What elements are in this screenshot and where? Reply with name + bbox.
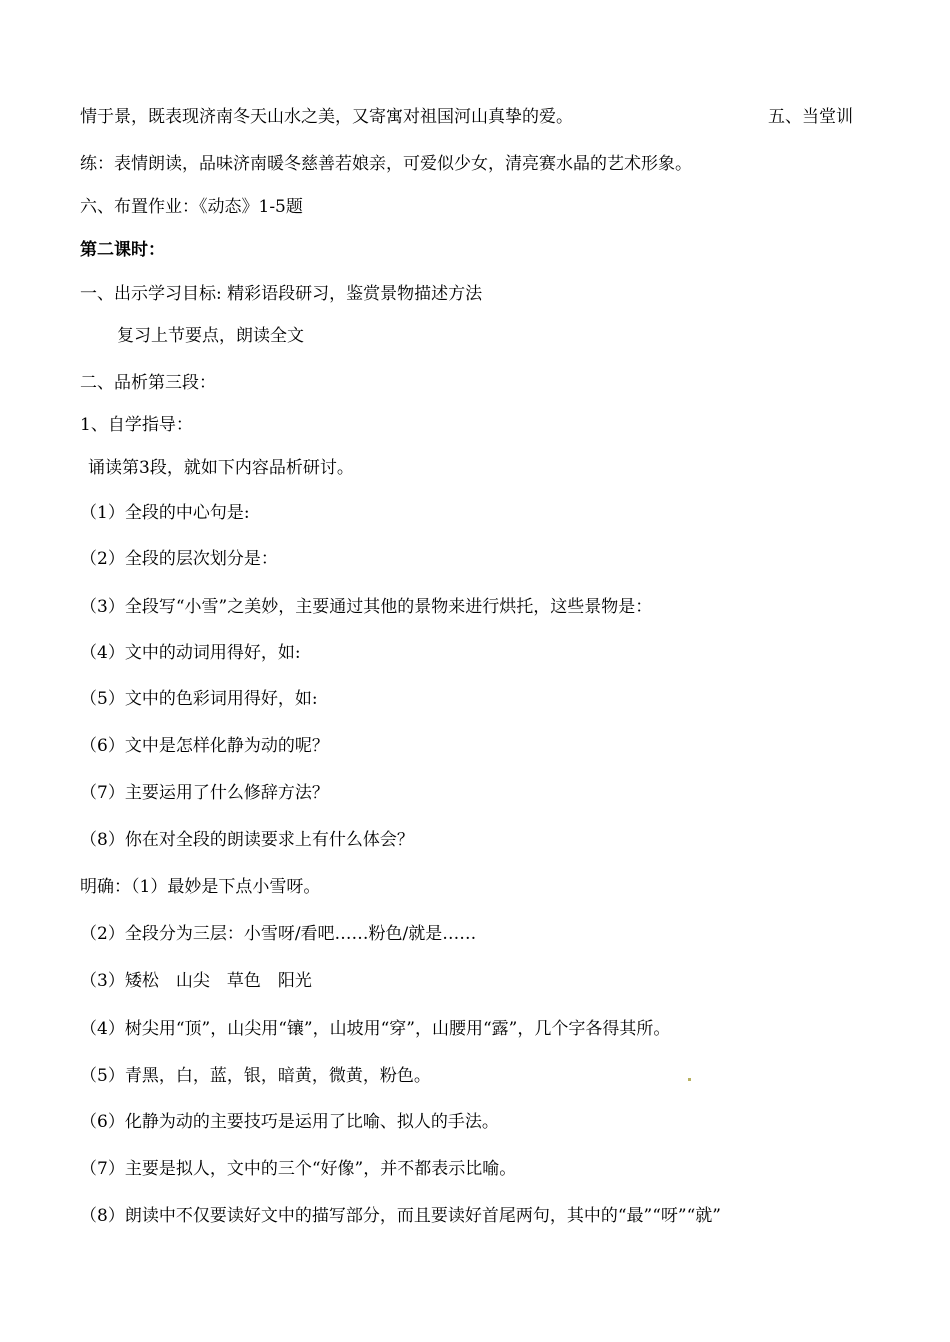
answer-1: 明确：（1）最妙是下点小雪呀。	[80, 877, 321, 897]
answer-5: （5）青黑，白，蓝，银，暗黄，微黄，粉色。	[80, 1066, 431, 1086]
answer-4: （4）树尖用“顶”，山尖用“镶”，山坡用“穿”，山腰用“露”，几个字各得其所。	[80, 1019, 671, 1039]
answer-2: （2）全段分为三层：小雪呀/看吧……粉色/就是……	[80, 924, 477, 944]
homework-line: 六、布置作业：《动态》1-5题	[80, 197, 303, 217]
question-8: （8）你在对全段的朗读要求上有什么体会？	[80, 830, 414, 850]
recite-instruction: 诵读第3段，就如下内容品析研讨。	[88, 458, 354, 478]
analysis-heading: 二、品析第三段：	[80, 373, 216, 393]
question-1: （1）全段的中心句是:	[80, 503, 250, 523]
self-study-heading: 1、自学指导：	[80, 415, 193, 435]
text-line-1: 情于景，既表现济南冬天山水之美，又寄寓对祖国河山真挚的爱。	[80, 107, 573, 127]
learning-goals-line: 一、出示学习目标: 精彩语段研习，鉴赏景物描述方法	[80, 284, 483, 304]
text-line-2: 练：表情朗读，品味济南暖冬慈善若娘亲，可爱似少女，清亮赛水晶的艺术形象。	[80, 154, 692, 174]
question-4: （4）文中的动词用得好，如:	[80, 643, 301, 663]
answer-8: （8）朗读中不仅要读好文中的描写部分，而且要读好首尾两句，其中的“最”“呀”“就”	[80, 1206, 721, 1226]
answer-6: （6）化静为动的主要技巧是运用了比喻、拟人的手法。	[80, 1112, 499, 1132]
question-2: （2）全段的层次划分是：	[80, 549, 278, 569]
answer-7: （7）主要是拟人，文中的三个“好像”，并不都表示比喻。	[80, 1159, 517, 1179]
section-five-heading: 五、当堂训	[768, 107, 853, 127]
second-lesson-heading: 第二课时：	[80, 240, 165, 260]
review-line: 复习上节要点，朗读全文	[117, 326, 304, 346]
question-6: （6）文中是怎样化静为动的呢？	[80, 736, 329, 756]
question-3: （3）全段写“小雪”之美妙，主要通过其他的景物来进行烘托，这些景物是：	[80, 597, 653, 617]
speck-mark	[688, 1078, 691, 1081]
answer-3: （3）矮松 山尖 草色 阳光	[80, 971, 312, 991]
question-7: （7）主要运用了什么修辞方法？	[80, 783, 329, 803]
question-5: （5）文中的色彩词用得好，如:	[80, 689, 318, 709]
